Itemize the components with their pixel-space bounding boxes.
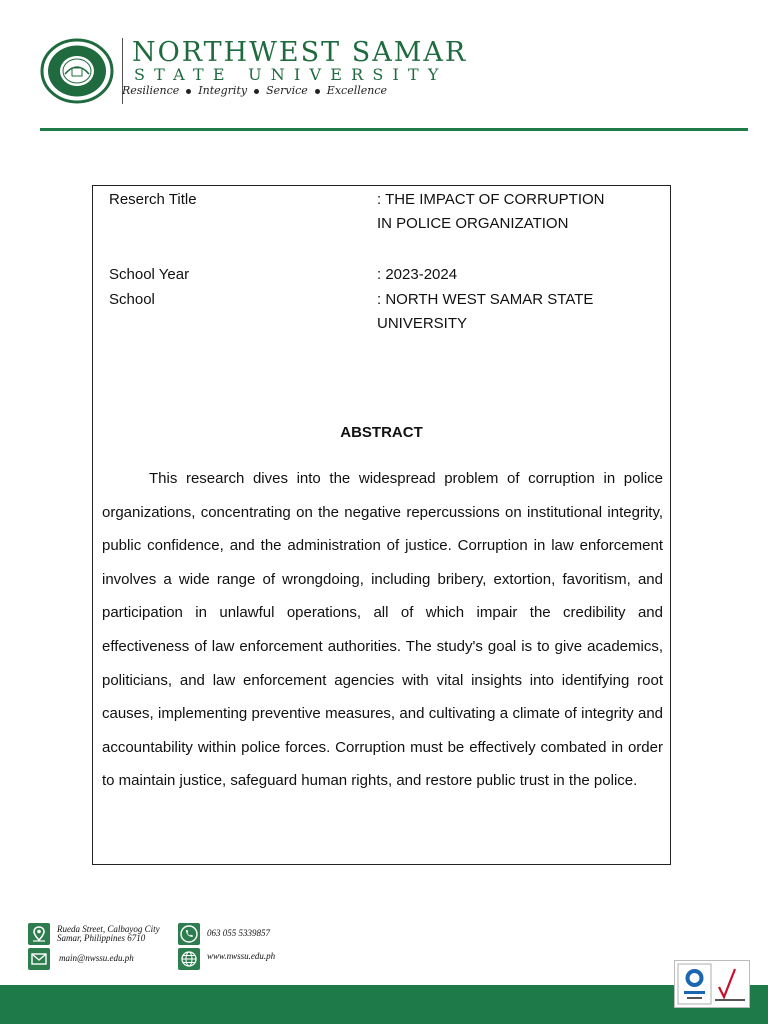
motto-word: Service [266, 84, 308, 97]
school-year-label: School Year [109, 266, 190, 283]
header-rule [40, 128, 748, 131]
university-seal-icon [40, 38, 114, 104]
motto-word: Excellence [326, 84, 388, 97]
email-address[interactable]: main@nwssu.edu.ph [59, 953, 134, 963]
motto-word: Resilience [122, 84, 180, 97]
abstract-body: This research dives into the widespread problem of corruption in police organizations, concentrating on the negative repercussions on institutional integrity, public confidence, and the administration of justice. Corruption in law enforcement involves a wide range of wrongdoing, including bribery, extortion, favoritism, and participation in unlawful operations, all of which impair the credibility and effectiveness of law enforcement authorities. The study's goal is to give academics, politicians, and law enforcement agencies with vital insights into identifying root causes, implementing preventive measures, and cultivating a climate of integrity and accountability within police forces. Corruption must be effectively combated in order to maintain justice, safeguard human rights, and restore public trust in the police. [102, 470, 663, 790]
university-subtitle: STATE UNIVERSITY [134, 65, 448, 84]
university-motto [122, 84, 387, 98]
bullet-icon [254, 89, 259, 94]
research-title-value-line2: IN POLICE ORGANIZATION [377, 215, 569, 232]
address-line2: Samar, Philippines 6710 [57, 933, 146, 943]
school-year-value: : 2023-2024 [377, 266, 458, 283]
website-url[interactable]: www.nwssu.edu.ph [207, 951, 276, 961]
bullet-icon [186, 89, 191, 94]
mail-icon [28, 948, 50, 970]
footer-bar [0, 985, 768, 1024]
socotec-logo [675, 961, 749, 1007]
location-icon [28, 923, 50, 945]
address-line1: Rueda Street, Calbayog City [57, 924, 160, 934]
university-name: NORTHWEST SAMAR [132, 37, 468, 68]
motto-word: Integrity [198, 84, 248, 97]
globe-icon [178, 948, 200, 970]
research-title-label: Reserch Title [109, 191, 197, 208]
school-value-line2: UNIVERSITY [377, 315, 468, 332]
school-label: School [109, 291, 155, 308]
phone-icon [178, 923, 200, 945]
school-value-line1: : NORTH WEST SAMAR STATE [377, 291, 594, 308]
certification-logos [674, 960, 750, 1008]
phone-number: 063 055 5339857 [207, 928, 270, 938]
bullet-icon [315, 89, 320, 94]
research-title-value-line1: : THE IMPACT OF CORRUPTION [377, 191, 605, 208]
abstract-box [92, 185, 671, 865]
letterhead [0, 0, 768, 135]
abstract-heading: ABSTRACT [340, 424, 423, 441]
